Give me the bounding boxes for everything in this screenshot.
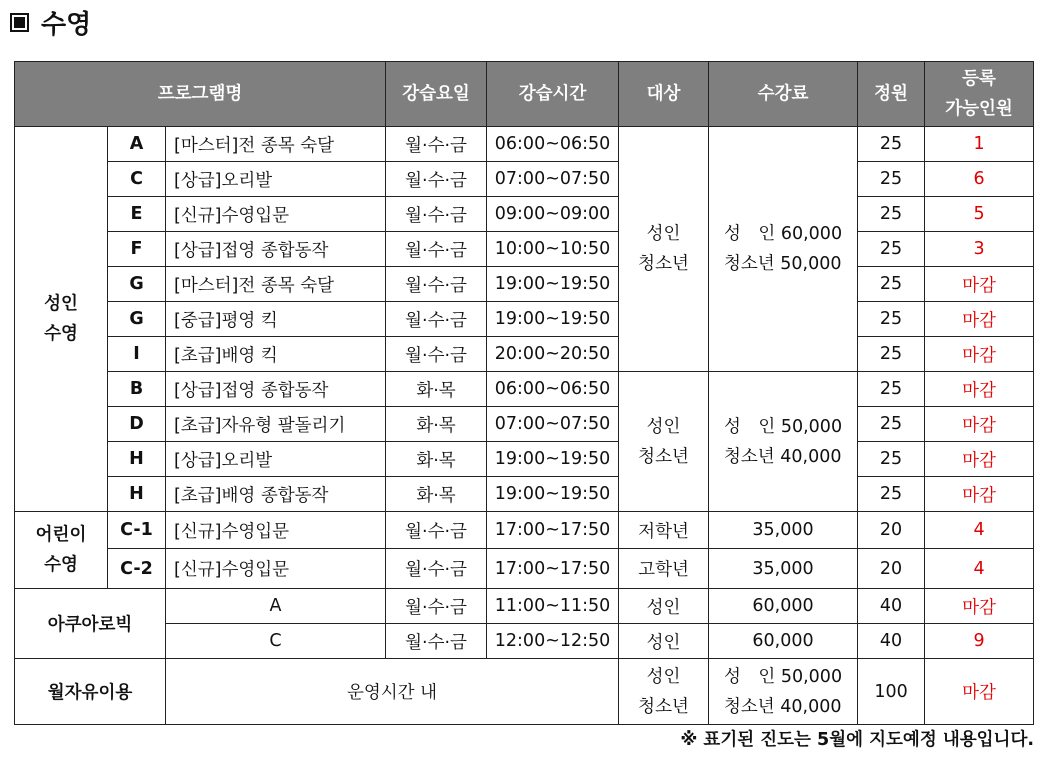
program-name: [신규]수영입문 [166,197,386,232]
class-time: 06:00~06:50 [487,372,619,407]
target-monthly-line1: 성인 [646,666,681,687]
class-time: 19:00~19:50 [487,442,619,477]
program-name: [중급]평영 킥 [166,302,386,337]
table-row [15,302,1034,337]
available-count: 3 [925,232,1034,267]
capacity: 25 [858,267,925,302]
class-days: 화·목 [386,442,487,477]
target: 성인 [619,624,709,659]
capacity: 25 [858,302,925,337]
class-time: 17:00~17:50 [487,512,619,549]
class-code: D [108,407,166,442]
target: 고학년 [619,549,709,589]
available-count: 마감 [925,659,1034,725]
target-group2-line1: 성인 [646,416,681,437]
available-count: 마감 [925,477,1034,512]
header-days: 강습요일 [386,62,487,127]
category-kids [15,512,108,589]
table-row [15,127,1034,162]
target: 성인 [619,589,709,624]
header-available [925,62,1034,127]
header-row [15,62,1034,127]
available-count: 4 [925,512,1034,549]
available-count: 마감 [925,589,1034,624]
class-code: C-2 [108,549,166,589]
table-row [15,337,1034,372]
class-code: H [108,477,166,512]
class-time: 19:00~19:50 [487,477,619,512]
fee: 60,000 [709,624,858,659]
header-target: 대상 [619,62,709,127]
class-days: 월·수·금 [386,624,487,659]
category-adult-line2: 수영 [44,324,78,344]
table-row [15,407,1034,442]
available-count: 마감 [925,372,1034,407]
category-kids-line2: 수영 [44,555,78,575]
program-name: [상급]오리발 [166,162,386,197]
page-title: 수영 [41,9,92,40]
table-row [15,659,1034,725]
fee-group2 [709,372,858,512]
category-kids-line1: 어린이 [35,525,87,545]
class-days: 월·수·금 [386,302,487,337]
header-available-line2: 가능인원 [945,99,1013,119]
header-time: 강습시간 [487,62,619,127]
program-name: [초급]자유형 팔돌리기 [166,407,386,442]
class-days: 월·수·금 [386,267,487,302]
fee-monthly-line2: 청소년 40,000 [723,696,842,717]
fee: 35,000 [709,512,858,549]
target-group2-line2: 청소년 [638,446,689,467]
class-time: 17:00~17:50 [487,549,619,589]
class-code: E [108,197,166,232]
capacity: 25 [858,442,925,477]
class-days: 월·수·금 [386,232,487,267]
program-name: [상급]접영 종합동작 [166,372,386,407]
class-days: 월·수·금 [386,162,487,197]
table-row [15,512,1034,549]
class-code: F [108,232,166,267]
fee-monthly-line1: 성 인 50,000 [723,666,843,687]
program-name: [초급]배영 킥 [166,337,386,372]
footnote: ※ 표기된 진도는 5월에 지도예정 내용입니다. [680,730,1034,750]
capacity: 25 [858,372,925,407]
class-days: 화·목 [386,477,487,512]
category-monthly: 월자유이용 [15,659,166,725]
class-days: 월·수·금 [386,127,487,162]
available-count: 마감 [925,442,1034,477]
class-code: C [166,624,386,659]
fee-group1-line2: 청소년 50,000 [723,254,842,274]
class-time: 19:00~19:50 [487,302,619,337]
class-time: 12:00~12:50 [487,624,619,659]
capacity: 25 [858,337,925,372]
available-count: 4 [925,549,1034,589]
table-row [15,197,1034,232]
class-time: 07:00~07:50 [487,407,619,442]
program-name: [신규]수영입문 [166,512,386,549]
class-code: A [108,127,166,162]
capacity: 20 [858,549,925,589]
swimming-schedule-table [14,61,1034,725]
capacity: 40 [858,624,925,659]
header-fee: 수강료 [709,62,858,127]
table-row [15,372,1034,407]
class-days: 화·목 [386,372,487,407]
capacity: 40 [858,589,925,624]
category-adult-line1: 성인 [44,294,78,314]
available-count: 1 [925,127,1034,162]
target-monthly [619,659,709,725]
fee-group1-line1: 성 인 60,000 [723,224,843,244]
class-days: 월·수·금 [386,197,487,232]
class-code: C [108,162,166,197]
fee-group2-line2: 청소년 40,000 [723,446,842,467]
category-adult [15,127,108,512]
table-row [15,624,1034,659]
class-code: G [108,302,166,337]
fee: 35,000 [709,549,858,589]
table-row [15,442,1034,477]
fee-group2-line1: 성 인 50,000 [723,416,843,437]
available-count: 마감 [925,302,1034,337]
header-program: 프로그램명 [15,62,386,127]
target-group1 [619,127,709,372]
class-time: 10:00~10:50 [487,232,619,267]
capacity: 20 [858,512,925,549]
available-count: 9 [925,624,1034,659]
available-count: 마감 [925,337,1034,372]
header-available-line1: 등록 [962,69,996,89]
class-time: 09:00~09:00 [487,197,619,232]
program-name: [초급]배영 종합동작 [166,477,386,512]
class-code: G [108,267,166,302]
capacity: 25 [858,407,925,442]
program-name: [상급]오리발 [166,442,386,477]
class-code: H [108,442,166,477]
capacity: 25 [858,477,925,512]
table-row [15,232,1034,267]
capacity: 25 [858,232,925,267]
class-time: 11:00~11:50 [487,589,619,624]
target-group2 [619,372,709,512]
class-time: 07:00~07:50 [487,162,619,197]
header-capacity: 정원 [858,62,925,127]
table-row [15,549,1034,589]
target-group1-line1: 성인 [646,224,681,244]
target: 저학년 [619,512,709,549]
program-name: [마스터]전 종목 숙달 [166,267,386,302]
category-aqua: 아쿠아로빅 [15,589,166,659]
fee: 60,000 [709,589,858,624]
target-monthly-line2: 청소년 [638,696,689,717]
class-time: 20:00~20:50 [487,337,619,372]
program-name: [신규]수영입문 [166,549,386,589]
class-days: 월·수·금 [386,549,487,589]
capacity: 25 [858,197,925,232]
target-group1-line2: 청소년 [638,254,689,274]
class-days: 월·수·금 [386,512,487,549]
program-name: 운영시간 내 [166,659,619,725]
class-time: 06:00~06:50 [487,127,619,162]
available-count: 마감 [925,407,1034,442]
class-time: 19:00~19:50 [487,267,619,302]
class-days: 월·수·금 [386,337,487,372]
class-code: A [166,589,386,624]
available-count: 5 [925,197,1034,232]
table-row [15,162,1034,197]
available-count: 6 [925,162,1034,197]
table-row [15,589,1034,624]
fee-monthly [709,659,858,725]
capacity: 100 [858,659,925,725]
table-row [15,267,1034,302]
class-days: 월·수·금 [386,589,487,624]
class-code: I [108,337,166,372]
section-title [10,4,91,40]
capacity: 25 [858,162,925,197]
class-code: B [108,372,166,407]
fee-group1 [709,127,858,372]
program-name: [상급]접영 종합동작 [166,232,386,267]
capacity: 25 [858,127,925,162]
filled-square-icon [10,13,29,32]
program-name: [마스터]전 종목 숙달 [166,127,386,162]
class-code: C-1 [108,512,166,549]
available-count: 마감 [925,267,1034,302]
class-days: 화·목 [386,407,487,442]
table-row [15,477,1034,512]
